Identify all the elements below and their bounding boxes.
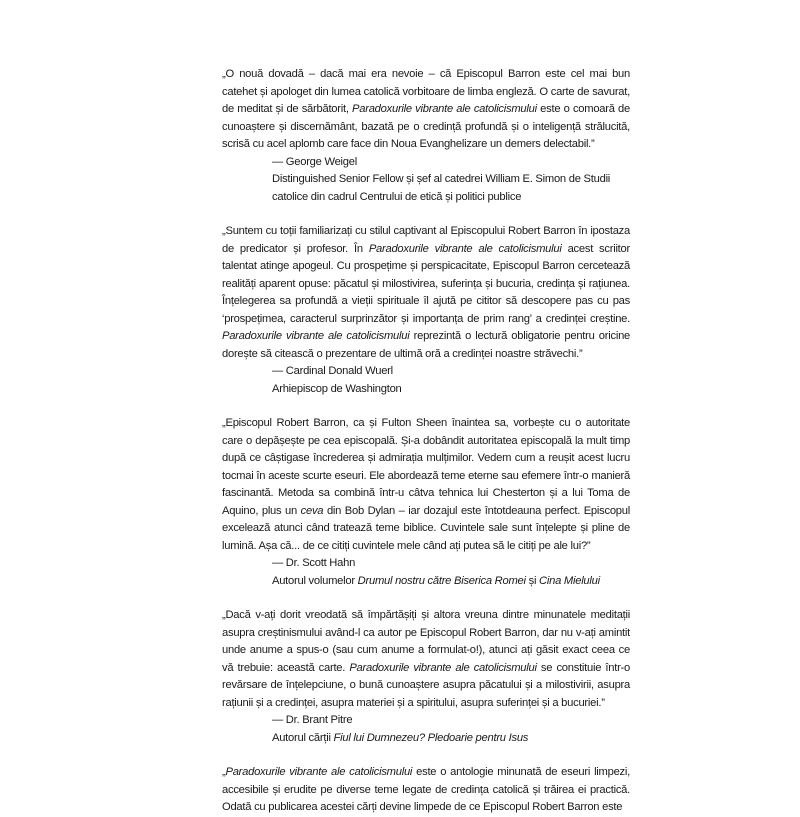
endorsement-pitre [222, 607, 630, 747]
quote-author: — Cardinal Donald Wuerl [272, 365, 393, 377]
author-role: Distinguished Senior Fellow și șef al catedrei William E. Simon de Studii catolice din cadrul Centrului de etică și politici publice [272, 173, 611, 203]
endorsement-anthology [222, 764, 630, 817]
quote-author: — George Weigel [272, 155, 357, 168]
endorsement-wuerl [222, 223, 630, 398]
quote-text: „Suntem cu toții familiarizați cu stilul captivant al Episcopului Robert Barron în ipostaza de predicator și profesor. În Paradoxurile vibrante ale catolicismului acest scriitor talentat atinge apogeul. Cu prospețime și perspicacitate, Episcopul Barron cercetează realități aparent opuse: păcatul și milostivirea, suferința și bucuria, credința și rațiunea. Înțelegerea sa profundă a vieții spirituale îl ajută pe cititor să descopere pas cu pas ‘prospețimea, caracterul surprinzător și importanța de prim rang’ a credinței creștine. Paradoxurile vibrante ale catolicismului reprezintă o lectură obligatorie pentru oricine dorește să citească o prezentare de ultimă oră a credinței noastre străvechi.” [222, 225, 631, 360]
quote-text: „O nouă dovadă – dacă mai era nevoie – că Episcopul Barron este cel mai bun catehet și apologet din lumea catolică vorbitoare de limba engleză. O carte de savurat, de meditat și de sărbătorit, Paradoxurile vibrante ale catolicismului este o comoară de cunoaștere și discernământ, bazată pe o credință profundă și o inteligență strălucită, scrisă cu acel aplomb care face din Noua Evanghelizare un demers delectabil.” [222, 68, 630, 150]
book-page [222, 66, 630, 817]
quote-text: „Dacă v-ați dorit vreodată să împărtășiți și altora vreuna dintre minunatele meditații asupra creștinismului având-l ca autor pe Episcopul Robert Barron, dar nu v-ați amintit unde anume a spus-o (sau cum anume a formulat-o!), atunci ați găsit exact ceea ce vă trebuie: această carte. Paradoxurile vibrante ale catolicismului se constituie într-o revărsare de înțelepciune, o bună cunoaștere asupra păcatului și a milostivirii, asupra rațiunii și a credinței, asupra materiei și a spiritului, asupra suferinței și a bucuriei.” [222, 609, 631, 709]
quote-text: „Paradoxurile vibrante ale catolicismului este o antologie minunată de eseuri limpezi, accesibile și erudite pe diverse teme legate de credința catolică și trăirea ei practică. Odată cu publicarea acestei cărți devine limpede de ce Episcopul Robert Barron este [222, 766, 630, 813]
author-role: Autorul volumelor Drumul nostru către Biserica Romei și Cina Mielului [272, 574, 600, 587]
author-role: Autorul cărții Fiul lui Dumnezeu? Pledoarie pentru Isus [272, 731, 529, 744]
author-role: Arhiepiscop de Washington [272, 382, 402, 395]
quote-author: — Dr. Brant Pitre [272, 714, 353, 726]
endorsement-hahn [222, 415, 630, 590]
quote-author: — Dr. Scott Hahn [272, 557, 356, 569]
quote-text: „Episcopul Robert Barron, ca și Fulton Sheen înaintea sa, vorbește cu o autoritate care o depășește pe cea episcopală. Și-a dobândit autoritatea episcopală la mult timp după ce câștigase încrederea și admirația mulțimilor. Vedem cum a reușit acest lucru tocmai în aceste scurte eseuri. Ele abordează teme eterne sau efemere într-o manieră fascinantă. Metoda sa combină într-u câtva tehnica lui Chesterton și a lui Toma de Aquino, plus un ceva din Bob Dylan – iar dozajul este întotdeauna perfect. Episcopul excelează atunci când tratează teme biblice. Cuvintele sale sunt înțelepte și pline de lumină. Așa că... de ce citiți cuvintele mele când ați putea să le citiți pe ale lui?” [222, 417, 630, 552]
endorsement-weigel [222, 66, 630, 206]
